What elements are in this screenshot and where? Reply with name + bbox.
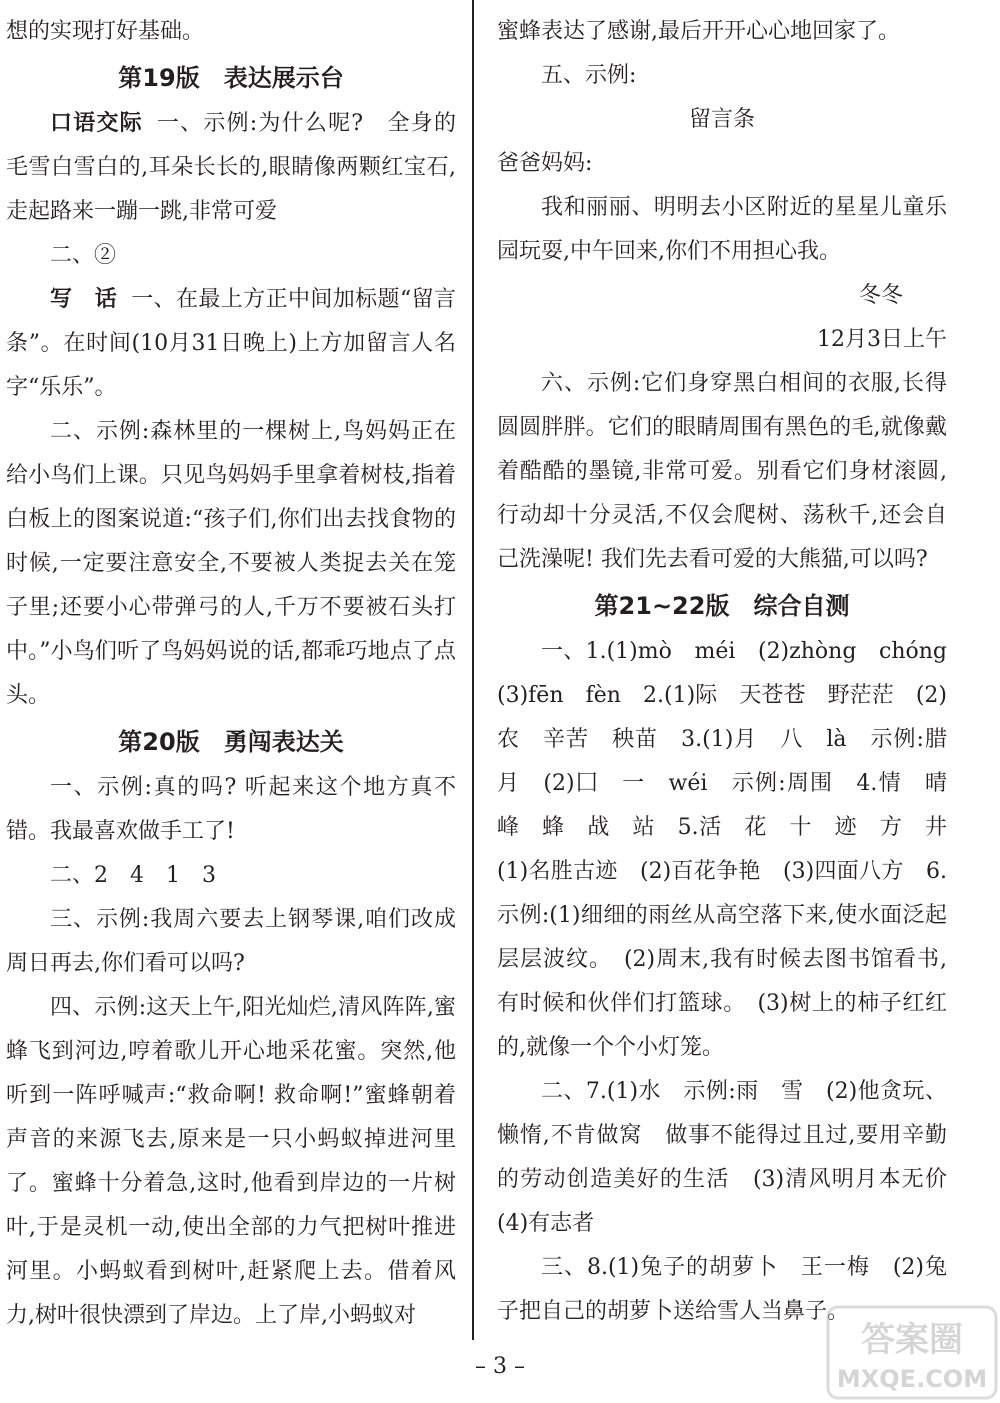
answer-20-4: 四、示例:这天上午,阳光灿烂,清风阵阵,蜜蜂飞到河边,哼着歌儿开心地采花蜜。突然,他听到一阵呼喊声:“救命啊! 救命啊!”蜜蜂朝着声音的来源飞去,原来是一只小蚂蚁掉进河里了。蜜蜂十分着急,这时,他看到岸边的一片树叶,于是灵机一动,使出全部的力气把树叶推进河里。小蚂蚁看到树叶,赶紧爬上去。借着风力,树叶很快漂到了岸边。上了岸,小蚂蚁对 xyxy=(6,995,456,1328)
oral-label: 口语交际 xyxy=(50,111,143,136)
answer-20-1: 一、示例:真的吗? 听起来这个地方真不错。我最喜欢做手工了! xyxy=(6,775,456,844)
section-heading-21-22: 第21~22版 综合自测 xyxy=(594,592,850,620)
writing-label: 写 话 xyxy=(50,287,118,312)
continued-text: 想的实现打好基础。 xyxy=(6,19,205,44)
watermark-logo xyxy=(826,1305,998,1400)
section-heading-20: 第20版 勇闯表达关 xyxy=(118,728,344,756)
note-date: 12月3日上午 xyxy=(817,327,947,352)
note-greeting: 爸爸妈妈: xyxy=(497,151,593,176)
answer-21-part-3: 三、8.(1)兔子的胡萝卜 王一梅 (2)兔子把自己的胡萝卜送给雪人当鼻子。 xyxy=(497,1255,947,1324)
left-column xyxy=(6,10,456,1340)
note-signature: 冬冬 xyxy=(858,283,903,308)
answer-20-3: 三、示例:我周六要去上钢琴课,咱们改成周日再去,你们看可以吗? xyxy=(6,907,456,976)
writing-answer-2: 二、示例:森林里的一棵树上,鸟妈妈正在给小鸟们上课。只见鸟妈妈手里拿着树枝,指着白板上的图案说道:“孩子们,你们出去找食物的时候,一定要注意安全,不要被人类捉去关在笼子里;还要小心带弹弓的人,千万不要被石头打中。”小鸟们听了鸟妈妈说的话,都乖巧地点了点头。 xyxy=(6,419,456,708)
oral-answer-2: 二、② xyxy=(50,243,117,268)
writing-section xyxy=(6,278,456,410)
answer-5-label: 五、示例: xyxy=(541,63,637,88)
oral-text: 一、示例:为什么呢? 全身的毛雪白雪白的,耳朵长长的,眼睛像两颗红宝石,走起路来一蹦一跳,非常可爱 xyxy=(6,111,456,224)
note-title: 留言条 xyxy=(688,107,755,132)
answer-21-part-1: 一、1.(1)mò méi (2)zhòng chóng (3)fēn fèn 2.(1)际 天苍苍 野茫茫 (2)农 辛苦 秧苗 3.(1)月 八 là 示例:腊月 (2)囗 一 wéi 示例:周围 4.情 晴 峰 蜂 战 站 5.活 花 十 迹 方 井 (1)名胜古迹 (2)百花争艳 (3)四面八方 6.示例:(1)细细的雨丝从高空落下来,使水面泛起层层波纹。 (2)周末,我有时候去图书馆看书,有时候和伙伴们打篮球。 (3)树上的柿子红红的,就像一个个小灯笼。 xyxy=(497,639,970,1060)
continued-text-right: 蜜蜂表达了感谢,最后开开心心地回家了。 xyxy=(497,19,900,44)
oral-section xyxy=(6,102,456,234)
answer-6: 六、示例:它们身穿黑白相间的衣服,长得圆圆胖胖。它们的眼睛周围有黑色的毛,就像戴着酷酷的墨镜,非常可爱。别看它们身材滚圆,行动却十分灵活,不仅会爬树、荡秋千,还会自己洗澡呢! 我们先去看可爱的大熊猫,可以吗? xyxy=(497,371,947,572)
note-body: 我和丽丽、明明去小区附近的星星儿童乐园玩耍,中午回来,你们不用担心我。 xyxy=(497,195,947,264)
section-heading-19: 第19版 表达展示台 xyxy=(118,64,344,92)
watermark-text-url: MXQE.COM xyxy=(836,1365,988,1393)
watermark-text-cn: 答案圈 xyxy=(861,1320,963,1360)
answer-21-part-2: 二、7.(1)水 示例:雨 雪 (2)他贪玩、懒惰,不肯做窝 做事不能得过且过,要用辛勤的劳动创造美好的生活 (3)清风明月本无价 (4)有志者 xyxy=(497,1079,970,1236)
page-number: – 3 – xyxy=(475,1354,525,1379)
answer-20-2: 二、2 4 1 3 xyxy=(50,863,216,888)
column-divider xyxy=(472,0,474,1340)
writing-text: 一、在最上方正中间加标题“留言条”。在时间(10月31日晚上)上方加留言人名字“乐乐”。 xyxy=(6,287,456,400)
